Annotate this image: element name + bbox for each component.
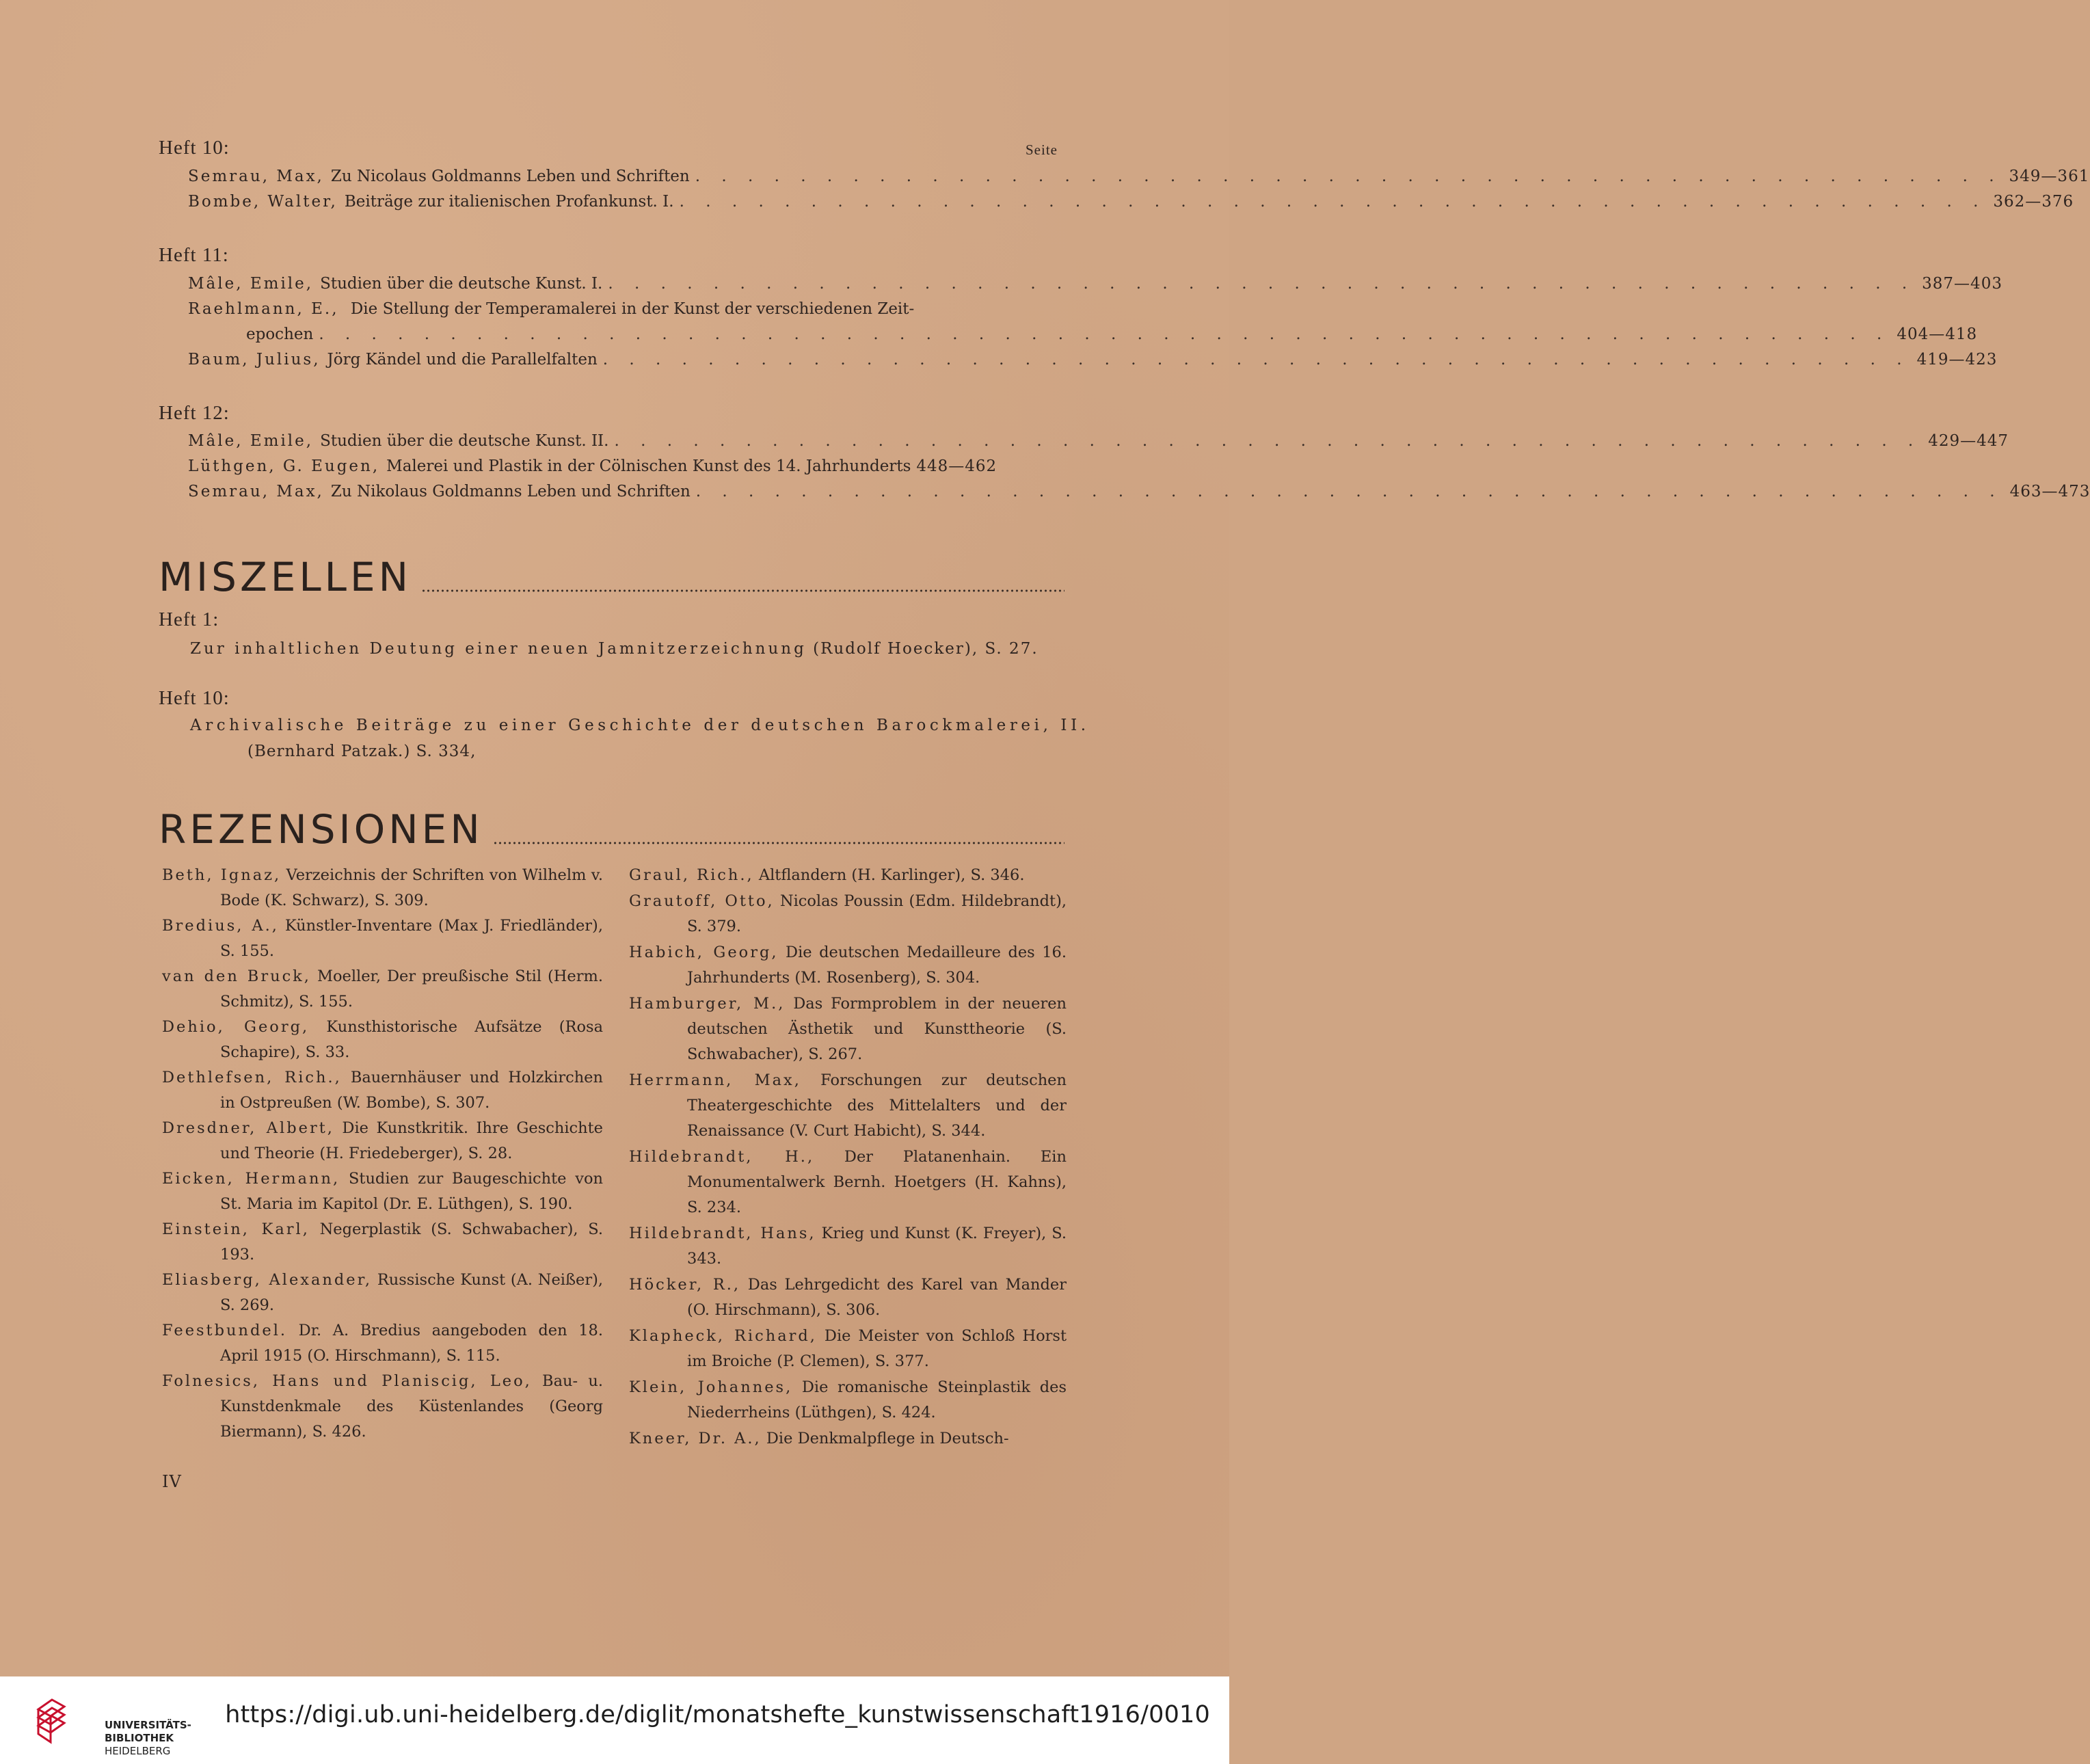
review-author: van den Bruck, — [162, 967, 311, 985]
toc-title: Zu Nicolaus Goldmanns Leben und Schriften — [330, 168, 690, 185]
toc-pages: 429—447 — [1928, 432, 2009, 450]
toc-entry — [188, 351, 1998, 375]
toc-title: Die Stellung der Temperamalerei in der Kunst der verschiedenen Zeit- — [350, 300, 915, 318]
library-name-line2: BIBLIOTHEK — [105, 1732, 174, 1744]
review-text: Altflandern (H. Karlinger), S. 346. — [758, 866, 1025, 884]
toc-author: Semrau, Max, — [188, 483, 324, 500]
miszellen-heft1-reference: (Rudolf Hoecker), S. 27. — [813, 640, 1039, 658]
review-entry — [162, 1116, 603, 1166]
toc-pages: 387—403 — [1922, 275, 2002, 293]
library-name — [105, 1719, 191, 1758]
review-entry — [162, 1268, 603, 1318]
toc-title: Studien über die deutsche Kunst. II. — [320, 432, 609, 450]
miszellen-heft10-heading: Heft 10: — [159, 687, 230, 709]
seite-label: Seite — [1026, 142, 1058, 158]
toc-leader: . . . . . . . . . . . . . . . . . . . . . . . . . . . . . . . . . . . . . . . . . . . . . . . . . . — [695, 168, 2002, 185]
toc-leader: . . . . . . . . . . . . . . . . . . . . . . . . . . . . . . . . . . . . . . . . . . . . . . . . . . — [608, 275, 1916, 293]
review-entry — [629, 1145, 1067, 1220]
rezensionen-heading — [159, 801, 1064, 853]
toc-title: Beiträge zur italienischen Profankunst. I. — [344, 193, 674, 211]
review-text: Die romanische Steinplastik des Niederrheins (Lüthgen), S. 424. — [687, 1378, 1067, 1421]
review-text: Negerplastik (S. Schwabacher), S. 193. — [220, 1220, 603, 1264]
review-author: Hildebrandt, Hans, — [629, 1225, 816, 1242]
toc-heft11-heading: Heft 11: — [159, 244, 229, 266]
page-number: IV — [162, 1472, 182, 1491]
toc-pages: 448—462 — [916, 457, 997, 475]
toc-pages: 419—423 — [1916, 351, 1998, 369]
review-text: Das Formproblem in der neueren deutschen Ästhetik und Kunsttheorie (S. Schwabacher), S. 267. — [687, 995, 1067, 1063]
permalink-url[interactable]: https://digi.ub.uni-heidelberg.de/diglit/monatshefte_kunstwissenschaft1916/0010 — [225, 1701, 1210, 1728]
review-author: Folnesics, Hans und Planiscig, Leo, — [162, 1372, 532, 1390]
review-entry — [162, 1318, 603, 1369]
toc-entry — [188, 300, 914, 318]
toc-leader: . . . . . . . . . . . . . . . . . . . . . . . . . . . . . . . . . . . . . . . . . . . . . . . . . . — [695, 483, 2003, 500]
review-author: Feestbundel. — [162, 1322, 288, 1339]
review-entry — [162, 913, 603, 964]
review-text: Kunsthistorische Aufsätze (Rosa Schapire), S. 33. — [220, 1018, 603, 1061]
review-author: Grautoff, Otto, — [629, 892, 775, 910]
library-name-line3: HEIDELBERG — [105, 1745, 171, 1757]
review-text: Forschungen zur deutschen Theatergeschichte des Mittelalters und der Renaissance (V. Curt Habicht), S. 344. — [687, 1071, 1067, 1140]
review-author: Klein, Johannes, — [629, 1378, 793, 1396]
toc-leader: . . . . . . . . . . . . . . . . . . . . . . . . . . . . . . . . . . . . . . . . . . . . . . . . . . — [602, 351, 1910, 369]
toc-entry — [188, 168, 2090, 192]
review-author: Herrmann, Max, — [629, 1071, 801, 1089]
review-text: Verzeichnis der Schriften von Wilhelm v. Bode (K. Schwarz), S. 309. — [220, 866, 604, 909]
review-entry — [629, 863, 1067, 888]
rezensionen-title: REZENSIONEN — [159, 806, 483, 853]
review-entry — [629, 1068, 1067, 1144]
review-entry — [162, 1065, 603, 1116]
review-author: Graul, Rich., — [629, 866, 754, 884]
toc-author: Raehlmann, E., — [188, 300, 339, 318]
review-entry — [629, 889, 1067, 939]
review-entry — [629, 1426, 1067, 1452]
toc-author: Baum, Julius, — [188, 351, 321, 369]
review-entry — [629, 1324, 1067, 1374]
review-entry — [629, 940, 1067, 991]
miszellen-heft1-title: Zur inhaltlichen Deutung einer neuen Jamnitzerzeichnung — [190, 640, 807, 658]
review-text: Die deutschen Medailleure des 16. Jahrhunderts (M. Rosenberg), S. 304. — [687, 944, 1067, 987]
review-entry — [629, 1375, 1067, 1426]
miszellen-heft10-line1: Archivalische Beiträge zu einer Geschichte der deutschen Barockmalerei, II. — [190, 717, 1090, 734]
review-author: Hamburger, M., — [629, 995, 786, 1013]
footer-bar — [0, 1676, 1229, 1764]
toc-entry — [188, 483, 2090, 507]
review-text: Die Kunstkritik. Ihre Geschichte und Theorie (H. Friedeberger), S. 28. — [220, 1119, 603, 1162]
review-author: Habich, Georg, — [629, 944, 779, 961]
miszellen-heft10-line2: (Bernhard Patzak.) S. 334, — [247, 743, 477, 760]
review-author: Klapheck, Richard, — [629, 1327, 817, 1345]
review-text: Bau- u. Kunstdenkmale des Küstenlandes (Georg Biermann), S. 426. — [220, 1372, 603, 1441]
review-text: Bauernhäuser und Holzkirchen in Ostpreußen (W. Bombe), S. 307. — [220, 1069, 603, 1112]
miszellen-title: MISZELLEN — [159, 554, 412, 600]
miszellen-heft1-entry — [190, 640, 1039, 658]
review-author: Höcker, R., — [629, 1276, 741, 1294]
miszellen-heading — [159, 549, 1064, 600]
toc-pages: 362—376 — [1993, 193, 2074, 211]
review-text: Moeller, Der preußische Stil (Herm. Schmitz), S. 155. — [220, 967, 603, 1011]
review-text: Künstler-Inventare (Max J. Friedländer), S. 155. — [220, 917, 603, 960]
review-text: Das Lehrgedicht des Karel van Mander (O. Hirschmann), S. 306. — [687, 1276, 1067, 1319]
review-entry — [162, 964, 603, 1015]
review-entry — [162, 1217, 603, 1268]
review-text: Russische Kunst (A. Neißer), S. 269. — [220, 1271, 604, 1314]
review-entry — [162, 1369, 603, 1445]
review-author: Hildebrandt, H., — [629, 1148, 815, 1166]
toc-pages: 463—473 — [2009, 483, 2090, 500]
review-author: Eliasberg, Alexander, — [162, 1271, 373, 1289]
review-text: Studien zur Baugeschichte von St. Maria im Kapitol (Dr. E. Lüthgen), S. 190. — [220, 1170, 603, 1213]
review-text: Dr. A. Bredius aangeboden den 18. April 1915 (O. Hirschmann), S. 115. — [220, 1322, 603, 1365]
toc-title: Jörg Kändel und die Parallelfalten — [327, 351, 598, 369]
reviews-right-column — [629, 863, 1067, 1452]
toc-entry — [188, 432, 2009, 457]
review-entry — [162, 863, 603, 913]
review-entry — [162, 1166, 603, 1217]
toc-title-continuation: epochen — [246, 325, 314, 343]
toc-title: Studien über die deutsche Kunst. I. — [320, 275, 603, 293]
toc-author: Lüthgen, G. Eugen, — [188, 457, 380, 475]
miszellen-heft1-heading: Heft 1: — [159, 609, 219, 630]
library-logo-icon — [34, 1694, 68, 1746]
review-author: Kneer, Dr. A., — [629, 1430, 762, 1447]
review-text: Krieg und Kunst (K. Freyer), S. 343. — [687, 1225, 1067, 1268]
dotted-rule — [493, 841, 1064, 845]
review-author: Einstein, Karl, — [162, 1220, 310, 1238]
toc-pages: 404—418 — [1897, 325, 1978, 343]
reviews-left-column — [162, 863, 603, 1445]
dotted-rule — [421, 589, 1064, 593]
review-text: Die Meister von Schloß Horst im Broiche (P. Clemen), S. 377. — [687, 1327, 1067, 1370]
review-entry — [629, 1272, 1067, 1323]
library-logo[interactable] — [34, 1694, 191, 1757]
review-author: Eicken, Hermann, — [162, 1170, 340, 1188]
review-text: Nicolas Poussin (Edm. Hildebrandt), S. 379. — [687, 892, 1067, 935]
review-entry — [629, 991, 1067, 1067]
toc-pages: 349—361 — [2009, 168, 2090, 185]
toc-author: Mâle, Emile, — [188, 275, 314, 293]
toc-author: Mâle, Emile, — [188, 432, 314, 450]
review-text: Die Denkmalpflege in Deutsch- — [766, 1430, 1009, 1447]
toc-leader: . . . . . . . . . . . . . . . . . . . . . . . . . . . . . . . . . . . . . . . . . . . . . . . . . . — [614, 432, 1922, 450]
toc-entry — [188, 275, 2002, 299]
toc-author: Semrau, Max, — [188, 168, 324, 185]
toc-author: Bombe, Walter, — [188, 193, 338, 211]
review-author: Bredius, A., — [162, 917, 279, 935]
review-author: Dehio, Georg, — [162, 1018, 310, 1036]
review-author: Dethlefsen, Rich., — [162, 1069, 342, 1086]
review-entry — [162, 1015, 603, 1065]
review-text: Der Platanenhain. Ein Monumentalwerk Bernh. Hoetgers (H. Kahns), S. 234. — [687, 1148, 1067, 1216]
toc-title: Zu Nikolaus Goldmanns Leben und Schriften — [330, 483, 691, 500]
toc-entry-continuation — [246, 325, 1978, 350]
toc-leader: . . . . . . . . . . . . . . . . . . . . . . . . . . . . . . . . . . . . . . . . . . . . . . . . . . . . . . . . . . . . — [319, 325, 1890, 343]
review-author: Dresdner, Albert, — [162, 1119, 334, 1137]
review-entry — [629, 1221, 1067, 1272]
review-author: Beth, Ignaz, — [162, 866, 282, 884]
toc-heft12-heading: Heft 12: — [159, 402, 230, 424]
toc-entry — [188, 457, 1064, 482]
toc-title: Malerei und Plastik in der Cölnischen Kunst des 14. Jahrhunderts — [386, 457, 911, 475]
library-name-line1: UNIVERSITÄTS- — [105, 1719, 191, 1731]
toc-heft10-heading: Heft 10: — [159, 137, 230, 159]
toc-entry — [188, 193, 2074, 217]
toc-leader: . . . . . . . . . . . . . . . . . . . . . . . . . . . . . . . . . . . . . . . . . . . . . . . . . . — [679, 193, 1987, 211]
